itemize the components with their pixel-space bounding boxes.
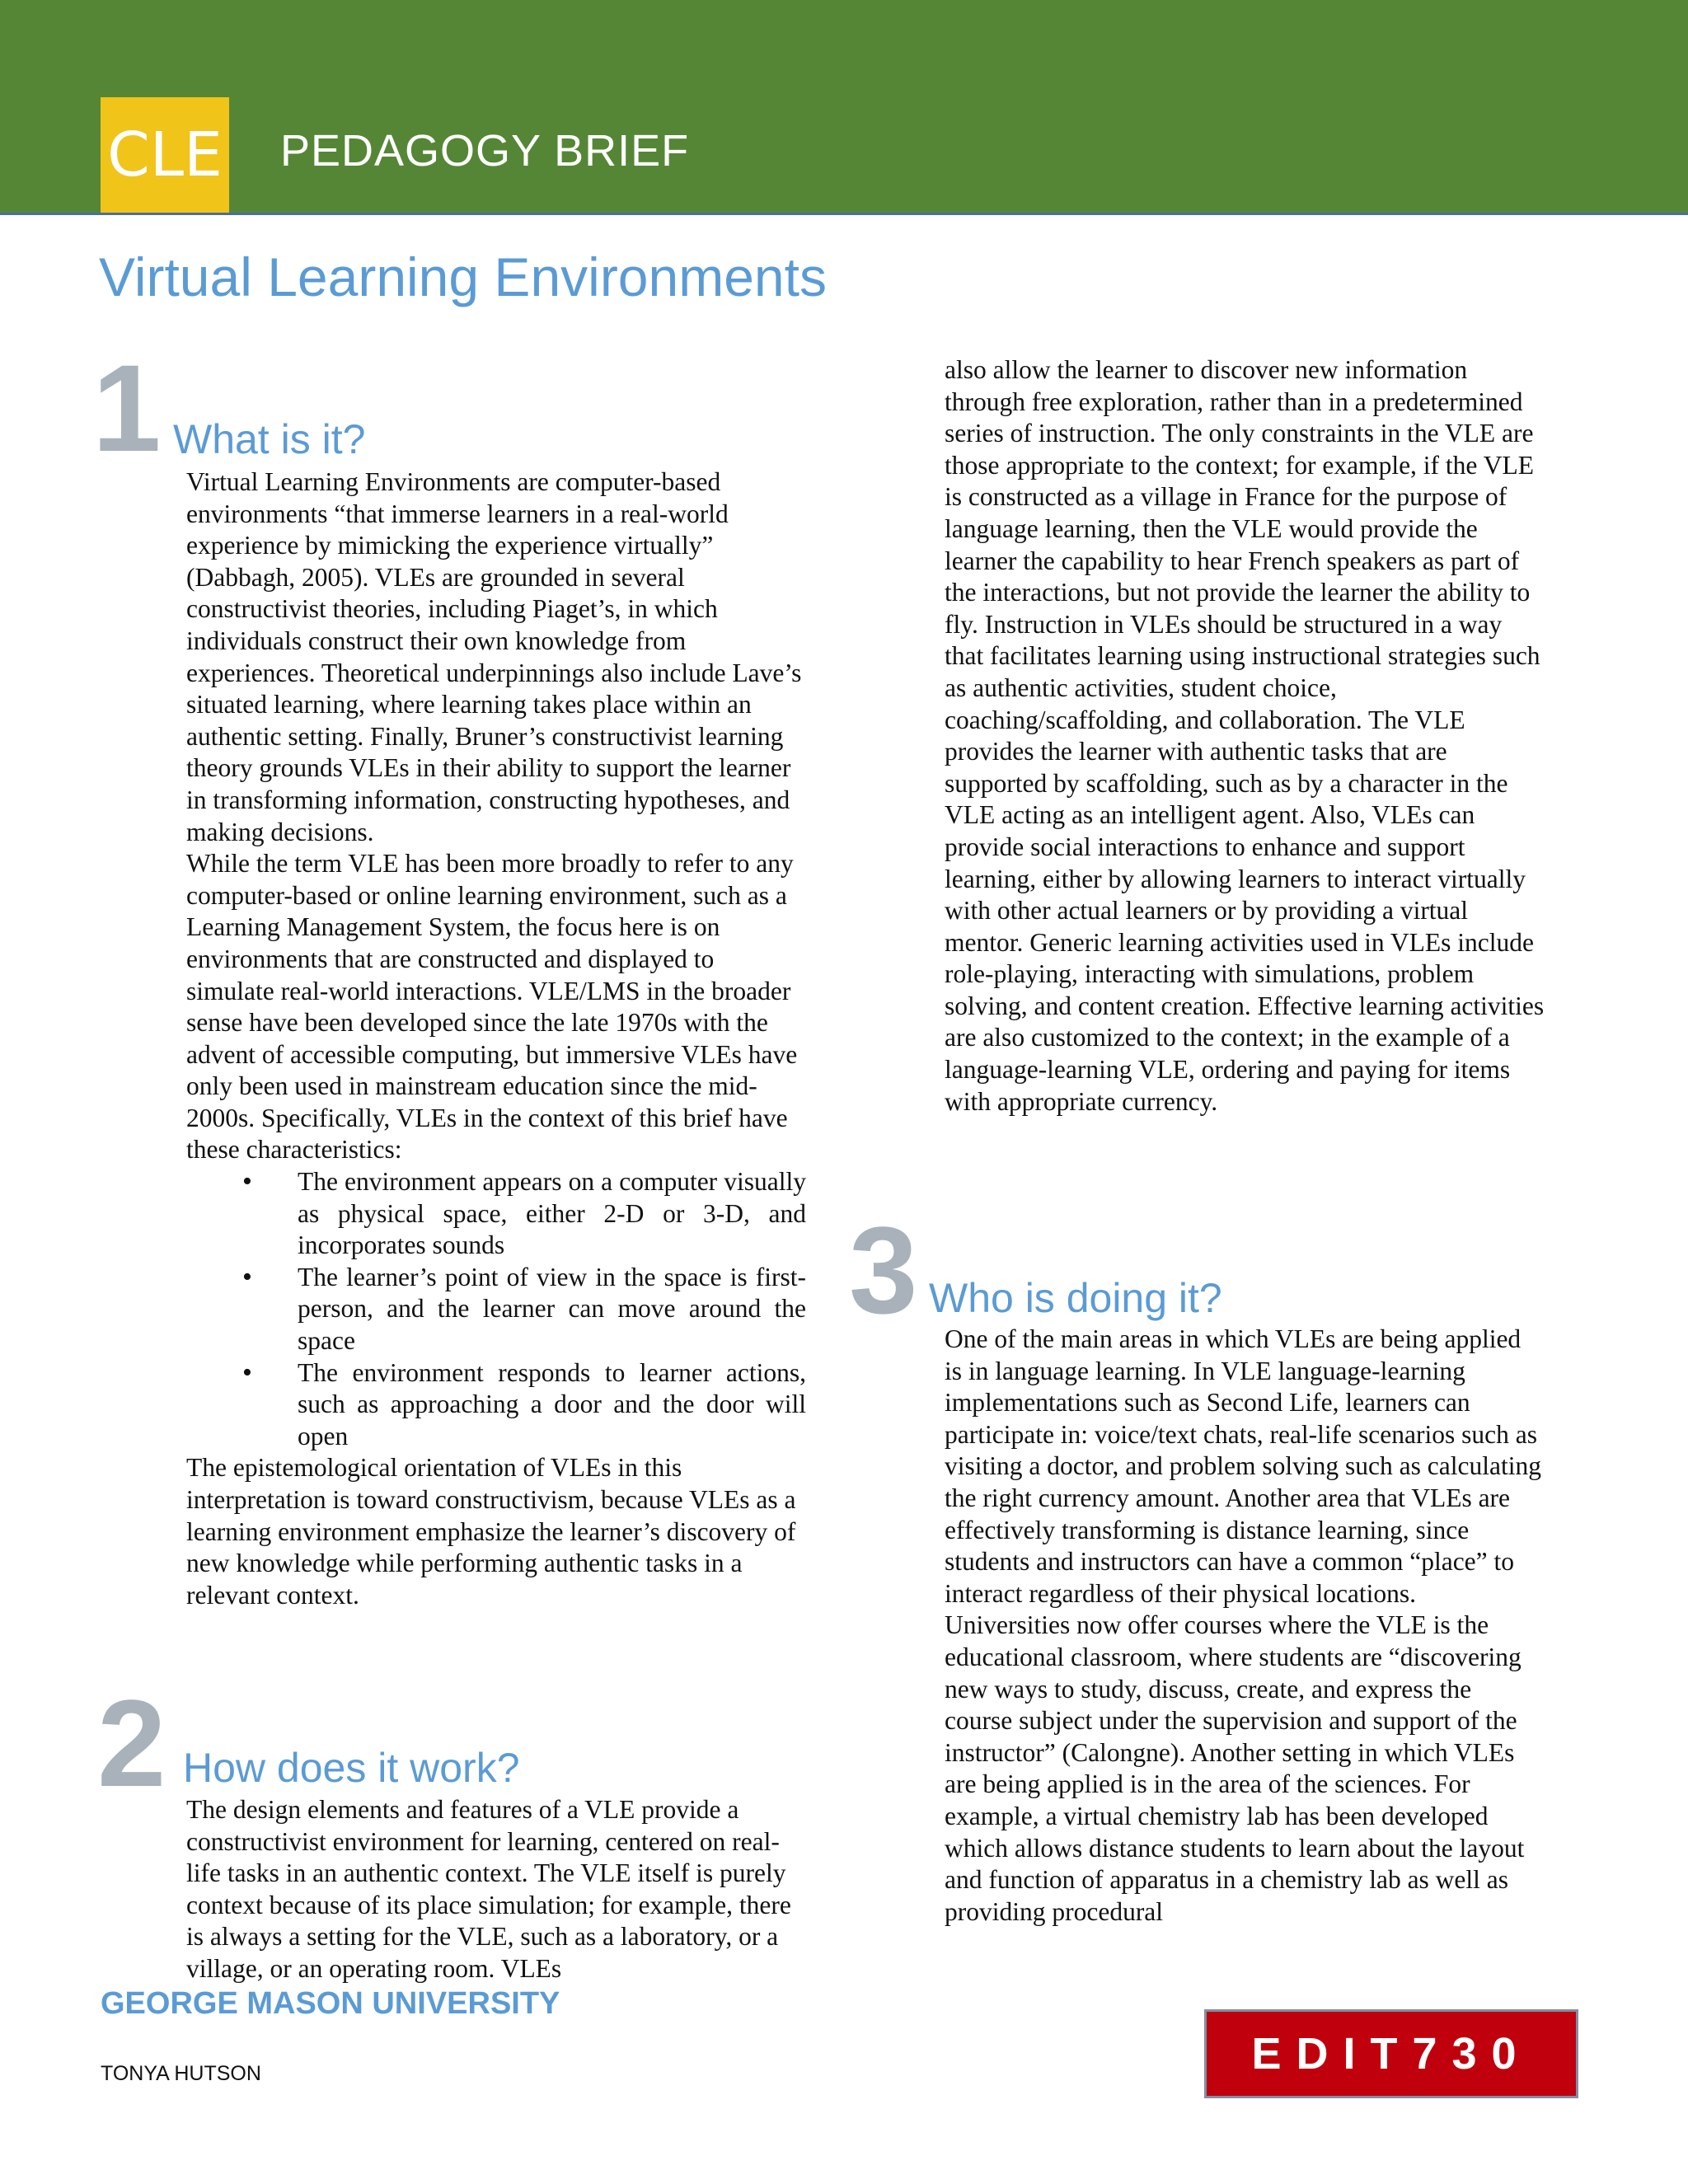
section-1-body: [186, 466, 806, 1611]
author-name: TONYA HUTSON: [101, 2062, 261, 2085]
section-2-paragraph-right: also allow the learner to discover new information through free exploration, rather than in a predetermined series of instruction. The only constraints in the VLE are those appropriate to the context; for example, if the VLE is constructed as a village in France for the purpose of language learning, then the VLE would provide the learner the capability to hear French speakers as part of the interactions, but not provide the learner the ability to fly. Instruction in VLEs should be structured in a way that facilitates learning using instructional strategies such as authentic activities, student choice, coaching/scaffolding, and collaboration. The VLE provides the learner with authentic tasks that are supported by scaffolding, such as by a character in the VLE acting as an intelligent agent. Also, VLEs can provide social interactions to enhance and support learning, either by allowing learners to interact virtually with other actual learners or by providing a virtual mentor. Generic learning activities used in VLEs include role-playing, interacting with simulations, problem solving, and content creation. Effective learning activities are also customized to the context; in the example of a language-learning VLE, ordering and paying for items with appropriate currency.: [945, 355, 1545, 1116]
section-2-body-left: [186, 1794, 806, 1985]
list-item: • The environment responds to learner actions, such as approaching a door and the door will open: [186, 1357, 806, 1453]
brief-label: PEDAGOGY BRIEF: [280, 126, 690, 176]
section-1-paragraph-1: Virtual Learning Environments are computer-based environments “that immerse learners in a real-world experience by mimicking the experience virtually” (Dabbagh, 2005). VLEs are grounded in several constructivist theories, including Piaget’s, in which individuals construct their own knowledge from experiences. Theoretical underpinnings also include Lave’s situated learning, where learning takes place within an authentic setting. Finally, Bruner’s constructivist learning theory grounds VLEs in their ability to support the learner in transforming information, constructing hypotheses, and making decisions.: [186, 467, 802, 846]
cle-logo: CLE: [101, 97, 229, 213]
section-3-body: [945, 1324, 1545, 1928]
section-2-heading: How does it work?: [183, 1745, 520, 1791]
section-1-paragraph-2: While the term VLE has been more broadly to refer to any computer-based or online learning environment, such as a Learning Management System, the focus here is on environments that are constructed and displayed to simulate real-world interactions. VLE/LMS in the broader sense have been developed since the late 1970s with the advent of accessible computing, but immersive VLEs have only been used in mainstream education since the mid-2000s. Specifically, VLEs in the context of this brief have these characteristics:: [186, 849, 798, 1165]
section-3-heading: Who is doing it?: [929, 1275, 1222, 1321]
characteristics-list: [186, 1166, 806, 1452]
section-3-number: 3: [849, 1201, 918, 1339]
course-badge: EDIT730: [1204, 2009, 1578, 2098]
section-1-number: 1: [92, 339, 162, 477]
list-item: • The environment appears on a computer visually as physical space, either 2-D or 3-D, and incorporates sounds: [186, 1166, 806, 1262]
section-2-number: 2: [97, 1674, 166, 1812]
header-banner: [0, 0, 1688, 215]
section-1-heading: What is it?: [173, 416, 366, 462]
section-3-paragraph: One of the main areas in which VLEs are being applied is in language learning. In VLE language-learning implementations such as Second Life, learners can participate in: voice/text chats, real-life scenarios such as visiting a doctor, and problem solving such as calculating the right currency amount. Another area that VLEs are effectively transforming is distance learning, since students and instructors can have a common “place” to interact regardless of their physical locations. Universities now offer courses where the VLE is the educational classroom, where students are “discovering new ways to study, discuss, create, and express the course subject under the supervision and support of the instructor” (Calongne). Another setting in which VLEs are being applied is in the area of the sciences. For example, a virtual chemistry lab has been developed which allows distance students to learn about the layout and function of apparatus in a chemistry lab as well as providing procedural: [945, 1324, 1541, 1926]
university-name: GEORGE MASON UNIVERSITY: [101, 1986, 560, 2021]
section-1-paragraph-3: The epistemological orientation of VLEs in this interpretation is toward constructivism, because VLEs as a learning environment emphasize the learner’s discovery of new knowledge while performing authentic tasks in a relevant context.: [186, 1453, 796, 1610]
section-2-body-right: [945, 354, 1545, 1118]
list-item: • The learner’s point of view in the space is first-person, and the learner can move around the space: [186, 1262, 806, 1357]
page-title: Virtual Learning Environments: [99, 246, 827, 307]
section-2-paragraph-left: The design elements and features of a VLE provide a constructivist environment for learning, centered on real-life tasks in an authentic context. The VLE itself is purely context because of its place simulation; for example, there is always a setting for the VLE, such as a laboratory, or a village, or an operating room. VLEs: [186, 1795, 791, 1983]
